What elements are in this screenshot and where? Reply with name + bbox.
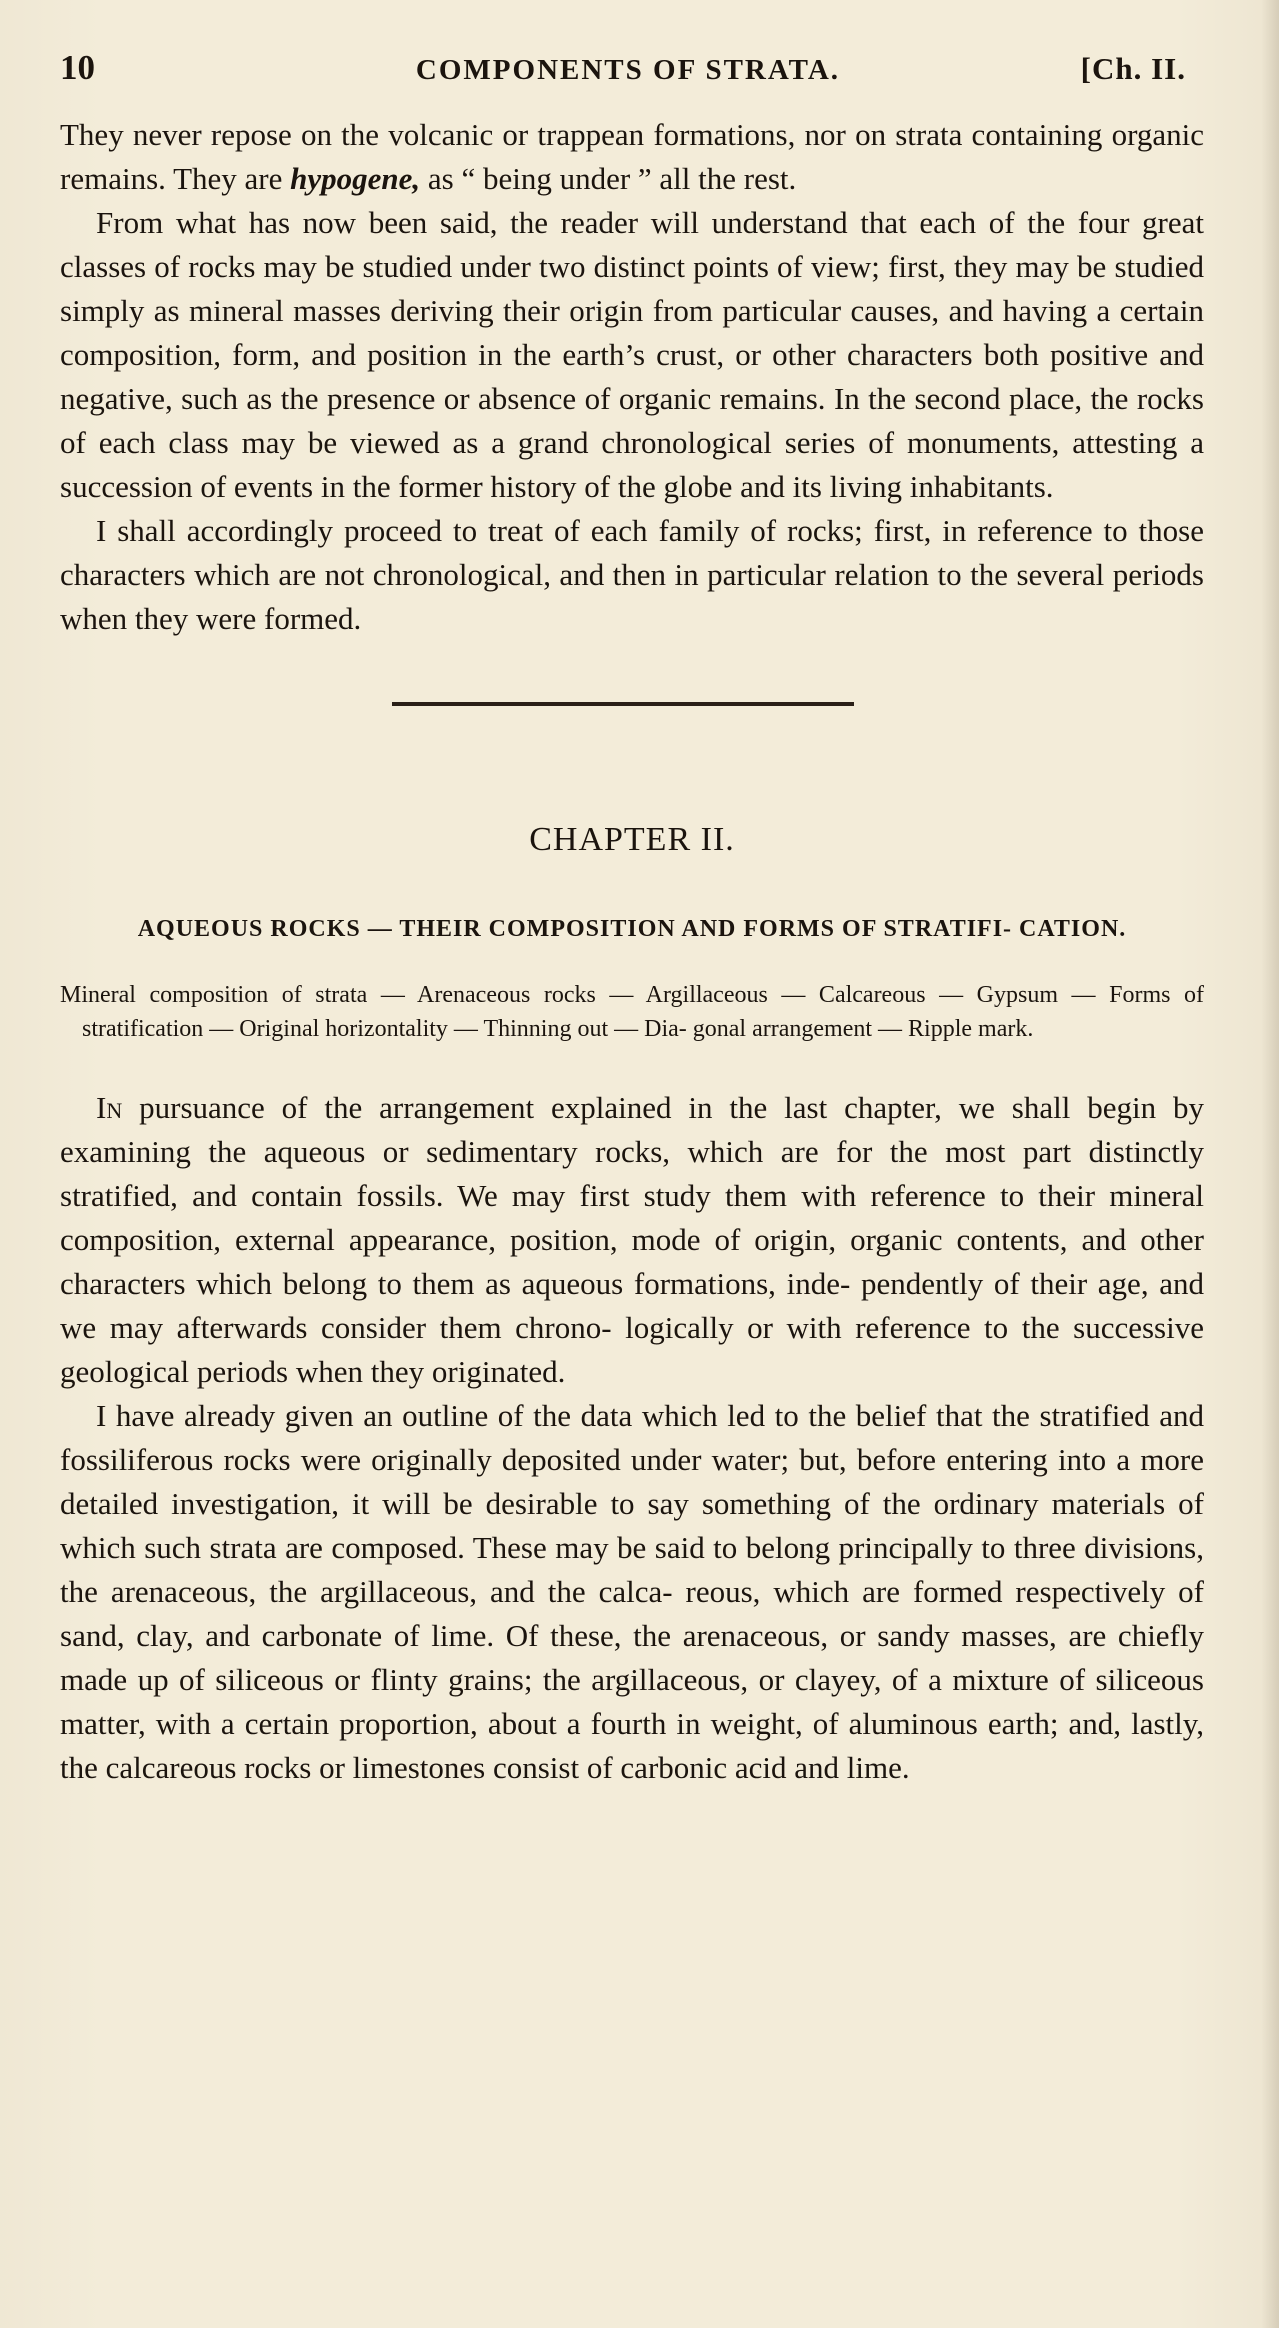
intro-paragraph-1 (60, 113, 1204, 201)
chapter-reference: [Ch. II. (1080, 51, 1186, 86)
body-paragraph-2: I have already given an outline of the data which led to the belief that the stratified and fossiliferous rocks were originally deposited under water; but, before entering into a more detailed investigation, it will be desirable to say something of the ordinary materials of which such strata are composed. These may be said to belong principally to three divisions, the arenaceous, the argillaceous, and the calca- reous, which are formed respectively of sand, clay, and carbonate of lime. Of these, the arenaceous, or sandy masses, are chiefly made up of siliceous or flinty grains; the argillaceous, or clayey, of a mixture of siliceous matter, with a certain proportion, about a fourth in weight, of aluminous earth; and, lastly, the calcareous rocks or limestones consist of carbonic acid and lime. (60, 1398, 1204, 1785)
intro-paragraph-2: From what has now been said, the reader will understand that each of the four great classes of rocks may be studied under two distinct points of view; first, they may be studied simply as mineral masses deriving their origin from particular causes, and having a certain composition, form, and position in the earth’s crust, or other characters both positive and negative, such as the presence or absence of organic remains. In the second place, the rocks of each class may be viewed as a grand chronological series of monuments, attesting a succession of events in the former history of the globe and its living inhabitants. (60, 205, 1204, 504)
chapter-summary: Mineral composition of strata — Arenaceous rocks — Argillaceous — Calcareous — Gypsum — Forms of stratification — Original horizontality — Thinning out — Dia- gonal arrangement — Ripple mark. (60, 982, 1204, 1042)
intro-paragraph-1-end: as “ being under ” all the rest. (420, 161, 797, 196)
page-number: 10 (60, 48, 95, 87)
body-paragraph-1 (60, 1086, 1204, 1394)
main-text (60, 1086, 1204, 1790)
section-divider (60, 641, 1204, 725)
intro-paragraph-1-start: They never repose on the volcanic or trappean formations, nor on strata containing organic remains. They are (60, 117, 1204, 196)
intro-text (60, 113, 1204, 641)
horizontal-rule (392, 702, 854, 706)
hypogene-emphasis: hypogene, (290, 161, 421, 196)
opening-word: In (96, 1090, 123, 1125)
running-title: COMPONENTS OF STRATA. (415, 54, 841, 86)
running-head (60, 50, 1204, 85)
chapter-subtitle: AQUEOUS ROCKS — THEIR COMPOSITION AND FORMS OF STRATIFI- CATION. (137, 916, 1127, 942)
body-paragraph-1-rest: pursuance of the arrangement explained in the last chapter, we shall begin by examining the aqueous or sedimentary rocks, which are for the most part distinctly stratified, and contain fossils. We may first study them with reference to their mineral composition, external appearance, position, mode of origin, organic contents, and other characters which belong to them as aqueous formations, inde- pendently of their age, and we may afterwards consider them chrono- logically or with reference to the successive geological periods when they originated. (60, 1090, 1204, 1389)
intro-paragraph-3: I shall accordingly proceed to treat of each family of rocks; first, in reference to those characters which are not chronological, and then in particular relation to the several periods when they were formed. (60, 513, 1204, 636)
chapter-title: CHAPTER II. (529, 821, 735, 858)
